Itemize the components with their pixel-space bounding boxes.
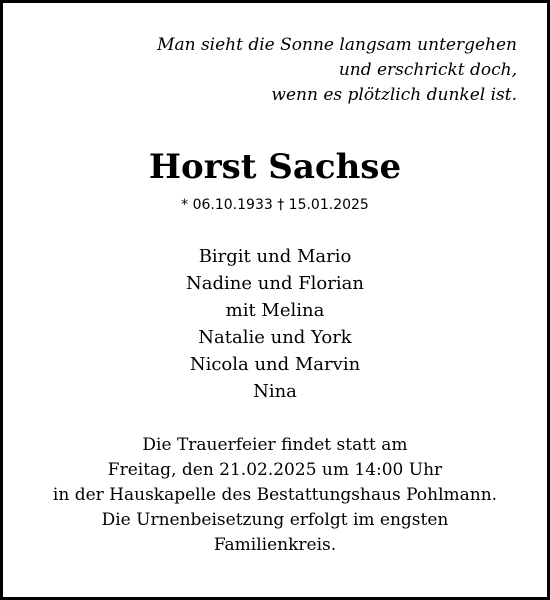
mourners-list (3, 243, 547, 405)
ceremony-line: in der Hauskapelle des Bestattungshaus Pohlmann. (52, 485, 498, 505)
poem-line: Man sieht die Sonne langsam untergehen (157, 35, 517, 55)
ceremony-line: Familienkreis. (213, 535, 337, 555)
ceremony-line: Freitag, den 21.02.2025 um 14:00 Uhr (107, 460, 443, 480)
life-dates: * 06.10.1933 † 15.01.2025 (181, 197, 369, 213)
mourner-entry: Nicola und Marvin (189, 354, 361, 375)
ceremony-line: Die Trauerfeier findet statt am (142, 435, 408, 455)
poem-quote (157, 33, 517, 108)
mourner-entry: Nadine und Florian (186, 273, 364, 294)
poem-line: wenn es plötzlich dunkel ist. (271, 85, 517, 105)
poem-line: und erschrickt doch, (338, 60, 517, 80)
mourner-entry: Birgit und Mario (198, 246, 352, 267)
mourner-entry: Nina (253, 381, 297, 402)
mourner-entry: mit Melina (225, 300, 325, 321)
ceremony-info (3, 433, 547, 558)
deceased-name: Horst Sachse (148, 147, 402, 187)
ceremony-line: Die Urnenbeisetzung erfolgt im engsten (101, 510, 449, 530)
mourner-entry: Natalie und York (198, 327, 352, 348)
